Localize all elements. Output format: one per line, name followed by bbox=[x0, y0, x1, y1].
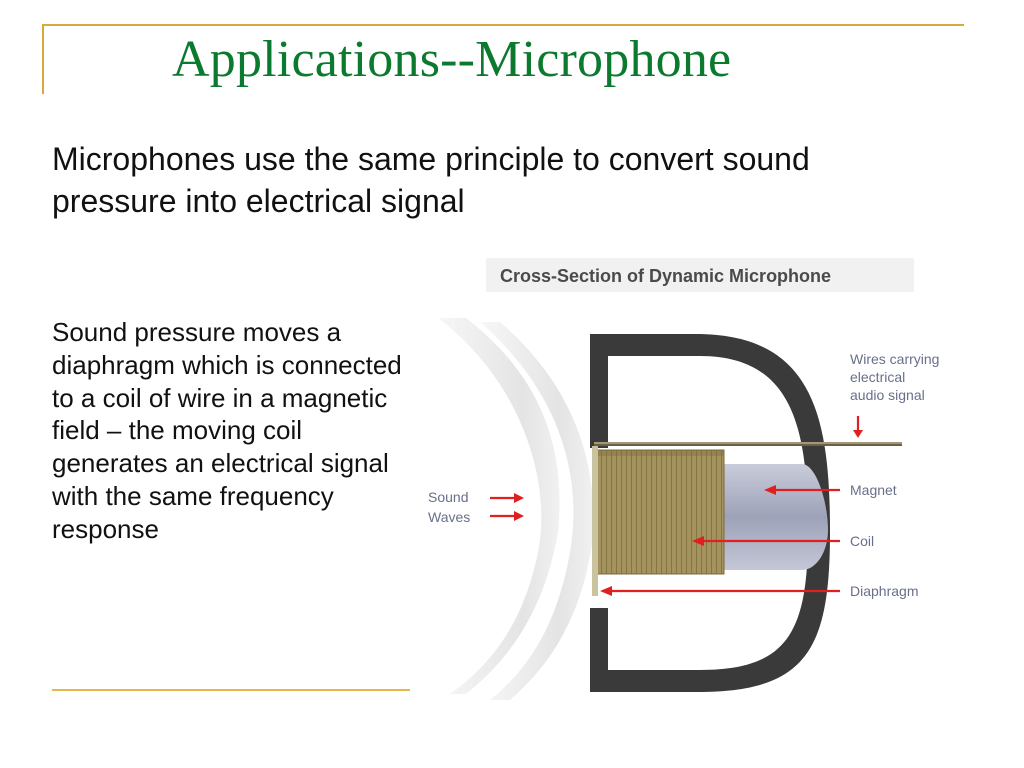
sound-waves-label-line-1: Sound bbox=[428, 489, 469, 505]
magnet-label: Magnet bbox=[850, 482, 897, 498]
sound-waves-label-group bbox=[428, 489, 524, 525]
wires-arrow bbox=[853, 416, 863, 438]
diagram-title: Cross-Section of Dynamic Microphone bbox=[500, 266, 832, 286]
diaphragm-graphic bbox=[592, 446, 598, 596]
intro-text: Microphones use the same principle to convert sound pressure into electrical signal bbox=[52, 141, 810, 219]
wires-label-line-3: audio signal bbox=[850, 387, 925, 403]
wires-arrow-head bbox=[853, 430, 863, 438]
diaphragm-label: Diaphragm bbox=[850, 583, 919, 599]
wires-label-group bbox=[850, 351, 939, 438]
sound-wave-arrow-2 bbox=[490, 511, 524, 521]
wires-label-line-1: Wires carrying bbox=[850, 351, 940, 367]
wire-lead bbox=[594, 443, 902, 444]
top-accent-rule bbox=[42, 24, 964, 26]
coil-top-shadow bbox=[596, 450, 724, 456]
coil-body bbox=[596, 450, 724, 574]
left-accent-rule bbox=[42, 24, 44, 94]
diaphragm-arrow-head bbox=[600, 586, 612, 596]
magnet-body bbox=[724, 464, 828, 570]
body-text: Sound pressure moves a diaphragm which is connected to a coil of wire in a magnetic field – the moving coil generates an electrical signal with the same frequency response bbox=[52, 317, 402, 544]
magnet-graphic bbox=[724, 464, 828, 570]
slide-title: Applications--Microphone bbox=[172, 31, 732, 88]
sound-wave-arrow-2-head bbox=[514, 511, 524, 521]
coil-graphic bbox=[596, 450, 724, 574]
sound-waves-label-line-2: Waves bbox=[428, 509, 471, 525]
diagram-title-band bbox=[486, 258, 914, 292]
bottom-accent-rule bbox=[52, 689, 410, 691]
coil-label: Coil bbox=[850, 533, 875, 549]
microphone-cross-section-diagram bbox=[418, 252, 988, 712]
sound-wave-arrow-1-head bbox=[514, 493, 524, 503]
diaphragm-membrane bbox=[592, 446, 598, 596]
wires-label-line-2: electrical bbox=[850, 369, 906, 385]
diaphragm-label-group bbox=[600, 583, 918, 599]
sound-wave-arrow-1 bbox=[490, 493, 524, 503]
diagram-svg bbox=[418, 252, 988, 712]
